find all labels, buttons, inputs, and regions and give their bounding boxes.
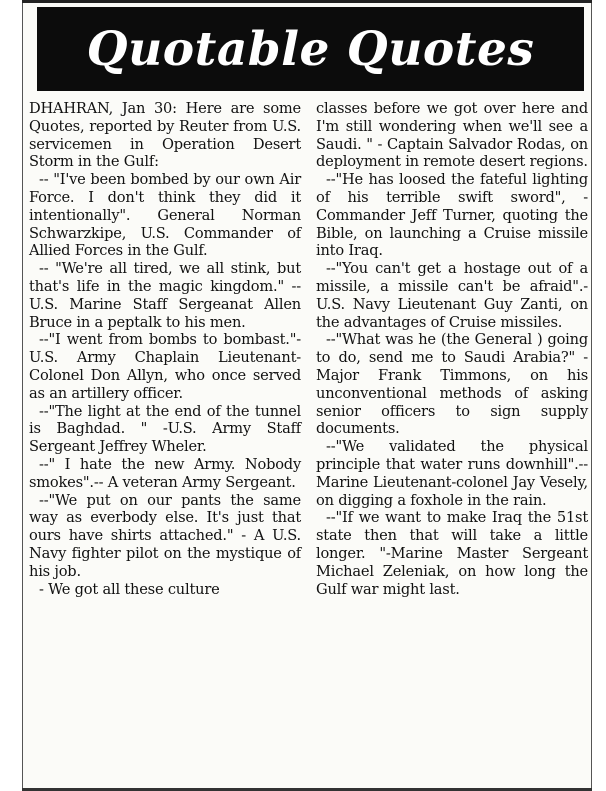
left-column [29, 100, 301, 598]
quote-paragraph: --" I hate the new Army. Nobody smokes".-- A veteran Army Sergeant. [29, 455, 301, 491]
right-column [316, 100, 588, 598]
quote-paragraph: --"If we want to make Iraq the 51st state then that will take a little longer. "-Marine Master Sergeant Michael Zeleniak, on how long the Gulf war might last. [316, 509, 588, 598]
quote-paragraph: classes before we got over here and I'm still wondering when we'll see a Saudi. " - Captain Salvador Rodas, on deployment in remote desert regions. [316, 100, 588, 171]
quote-paragraph: --"The light at the end of the tunnel is Baghdad. " -U.S. Army Staff Sergeant Jeffrey Wheler. [29, 402, 301, 456]
headline-title: Quotable Quotes [86, 21, 535, 77]
quote-paragraph: -- "I've been bombed by our own Air Force. I don't think they did it intentionally". General Norman Schwarzkipe, U.S. Commander of Allied Forces in the Gulf. [29, 171, 301, 260]
top-rule [22, 0, 592, 3]
quote-paragraph: --"We put on our pants the same way as everbody else. It's just that ours have shirts attached." - A U.S. Navy fighter pilot on the mystique of his job. [29, 491, 301, 580]
quote-paragraph: --"We validated the physical principle that water runs downhill".--Marine Lieutenant-colonel Jay Vesely, on digging a foxhole in the rain. [316, 438, 588, 509]
article-intro: DHAHRAN, Jan 30: Here are some Quotes, reported by Reuter from U.S. servicemen in Operation Desert Storm in the Gulf: [29, 100, 301, 171]
quote-paragraph: --"I went from bombs to bombast."- U.S. Army Chaplain Lieutenant-Colonel Don Allyn, who once served as an artillery officer. [29, 331, 301, 402]
quote-paragraph: - We got all these culture [39, 580, 220, 598]
quote-paragraph: --"What was he (the General ) going to do, send me to Saudi Arabia?" - Major Frank Timmons, on his unconventional methods of asking senior officers to sign supply documents. [316, 331, 588, 438]
quote-paragraph: --"He has loosed the fateful lighting of his terrible swift sword", - Commander Jeff Turner, quoting the Bible, on launching a Cruise missile into Iraq. [316, 171, 588, 260]
headline-banner [37, 7, 584, 91]
quote-paragraph: --"You can't get a hostage out of a missile, a missile can't be afraid".-U.S. Navy Lieutenant Guy Zanti, on the advantages of Cruise missiles. [316, 260, 588, 331]
quote-paragraph: -- "We're all tired, we all stink, but that's life in the magic kingdom." --U.S. Marine Staff Sergeanat Allen Bruce in a peptalk to his men. [29, 260, 301, 331]
